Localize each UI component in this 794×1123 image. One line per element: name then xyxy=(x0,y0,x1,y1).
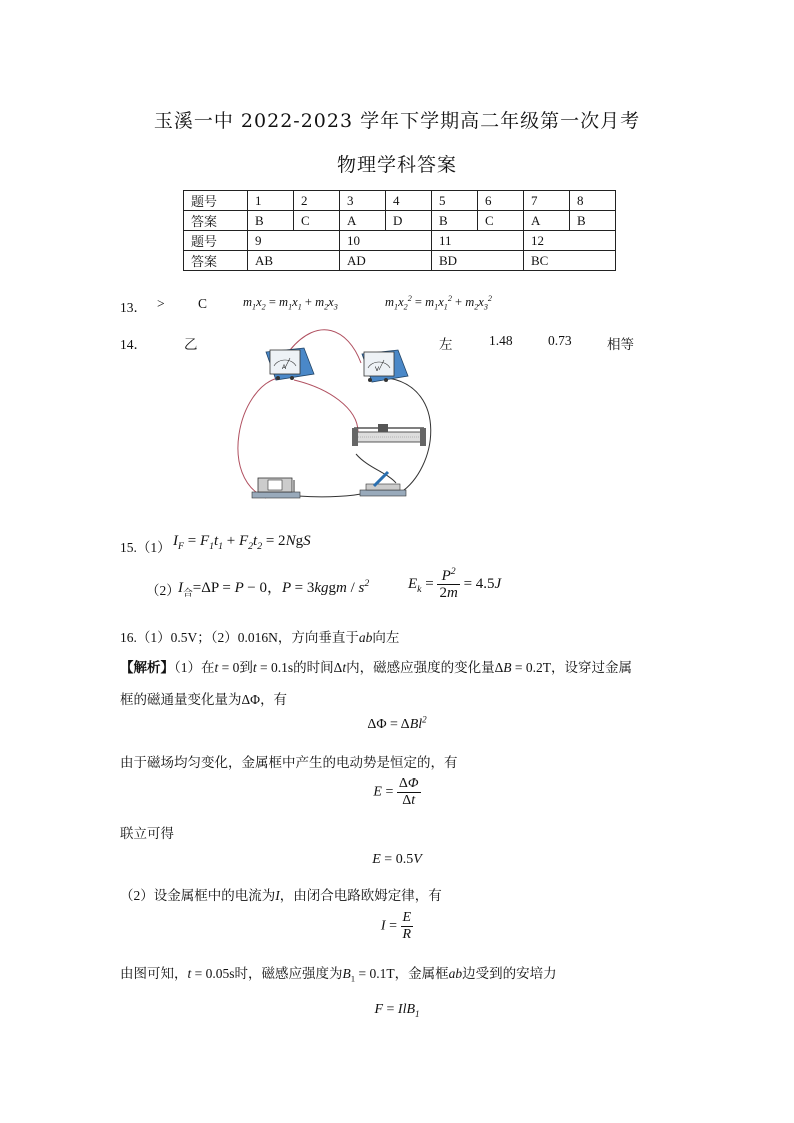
table-row xyxy=(184,231,616,251)
rheostat-icon xyxy=(352,424,426,446)
table-cell: AB xyxy=(248,251,340,271)
table-cell: 10 xyxy=(340,231,432,251)
table-cell: D xyxy=(386,211,432,231)
q14-number: 14． xyxy=(120,337,147,352)
q14-answer-3: 1.48 xyxy=(489,333,513,348)
q13-formula-2: $m_1x_2^2 = m_1x_1^2 + m_2x_3^2$ xyxy=(385,293,492,312)
q16-eq-current: I = $\frac{E}{R}$ xyxy=(380,910,412,942)
table-cell: AD xyxy=(340,251,432,271)
table-cell: 9 xyxy=(248,231,340,251)
table-row xyxy=(184,211,616,231)
page-title: 玉溪一中 2022-2023 学年下学期高二年级第一次月考 xyxy=(153,110,641,132)
table-cell: 4 xyxy=(386,191,432,211)
wire xyxy=(294,380,358,432)
ammeter-label: A xyxy=(282,365,287,371)
q16-eq-force: F = IlB$_1$ xyxy=(374,1002,420,1019)
q16-solution-line-6: 由图可知，t = 0.05s时，磁感应强度为$B_1 = 0.1T$，金属框ab边受到的安培力 xyxy=(120,966,557,984)
q13-answer-1: > xyxy=(157,296,165,311)
q16-eq-emf: E = $\frac{\Delta\Phi}{\Delta t}$ xyxy=(373,776,419,808)
wire xyxy=(356,454,396,483)
table-cell: A xyxy=(524,211,570,231)
q16-eq-result: E = 0.5V xyxy=(372,852,422,867)
q14-answer-5: 相等 xyxy=(607,337,634,353)
table-cell: 答案 xyxy=(184,251,248,271)
table-cell: B xyxy=(248,211,294,231)
table-cell: 题号 xyxy=(184,191,248,211)
table-cell: BC xyxy=(524,251,616,271)
table-cell: 8 xyxy=(570,191,616,211)
answer-table xyxy=(183,190,616,271)
q16-eq-flux: ΔΦ = ΔBl$^2$ xyxy=(367,714,427,732)
q16-solution-line-3: 由于磁场均匀变化，金属框中产生的电动势是恒定的，有 xyxy=(120,755,458,770)
table-cell: B xyxy=(570,211,616,231)
ammeter-icon xyxy=(266,348,314,380)
table-cell: B xyxy=(432,211,478,231)
table-cell: 答案 xyxy=(184,211,248,231)
q16-solution-line-1: 【解析】（1）在t = 0到t = 0.1s的时间Δt内，磁感应强度的变化量ΔB = 0.2T，设穿过金属 xyxy=(120,660,633,675)
q15-part2: （2） xyxy=(146,583,180,598)
table-cell: 11 xyxy=(432,231,524,251)
q15-formula-1: $I_F = F_1t_1 + F_2t_2 = 2NgS$ xyxy=(173,533,311,552)
table-cell: 1 xyxy=(248,191,294,211)
q16-solution-line-5: （2）设金属框中的电流为I，由闭合电路欧姆定律，有 xyxy=(120,888,442,903)
switch-icon xyxy=(360,472,406,496)
q13-number: 13． xyxy=(120,300,147,315)
q15-part1: 15.（1） xyxy=(120,540,171,555)
table-row xyxy=(184,251,616,271)
table-cell: C xyxy=(294,211,340,231)
table-cell: C xyxy=(478,211,524,231)
table-cell: 6 xyxy=(478,191,524,211)
q14-answer-1: 乙 xyxy=(184,337,198,353)
page-subtitle: 物理学科答案 xyxy=(336,154,457,176)
wire xyxy=(298,493,366,497)
q13-answer-2: C xyxy=(198,296,208,311)
circuit-diagram xyxy=(228,328,444,508)
table-cell: BD xyxy=(432,251,524,271)
table-cell: 7 xyxy=(524,191,570,211)
table-cell: 12 xyxy=(524,231,616,251)
voltmeter-icon xyxy=(362,350,408,382)
voltmeter-label: V xyxy=(375,367,380,373)
q16-solution-line-2: 框的磁通量变化量为ΔΦ，有 xyxy=(120,692,288,707)
q14-answer-2: 左 xyxy=(439,337,453,353)
table-row xyxy=(184,191,616,211)
q13-formula-1: $m_1x_2 = m_1x_1 + m_2x_3$ xyxy=(243,295,338,312)
table-cell: 题号 xyxy=(184,231,248,251)
table-cell: 2 xyxy=(294,191,340,211)
table-cell: 3 xyxy=(340,191,386,211)
q15-formula-2: $I_合=\Delta P = P - 0$，P = 3kggm / $s^2$ xyxy=(178,578,370,599)
q16-solution-line-4: 联立可得 xyxy=(120,826,174,841)
table-cell: 5 xyxy=(432,191,478,211)
q14-answer-4: 0.73 xyxy=(548,333,572,348)
q15-formula-3: $E_k$ = $\frac{P^2}{2m}$ = 4.5J xyxy=(408,566,502,601)
table-cell: A xyxy=(340,211,386,231)
q16-summary: 16.（1）0.5V；（2）0.016N，方向垂直于ab向左 xyxy=(120,630,400,645)
battery-icon xyxy=(252,478,300,498)
